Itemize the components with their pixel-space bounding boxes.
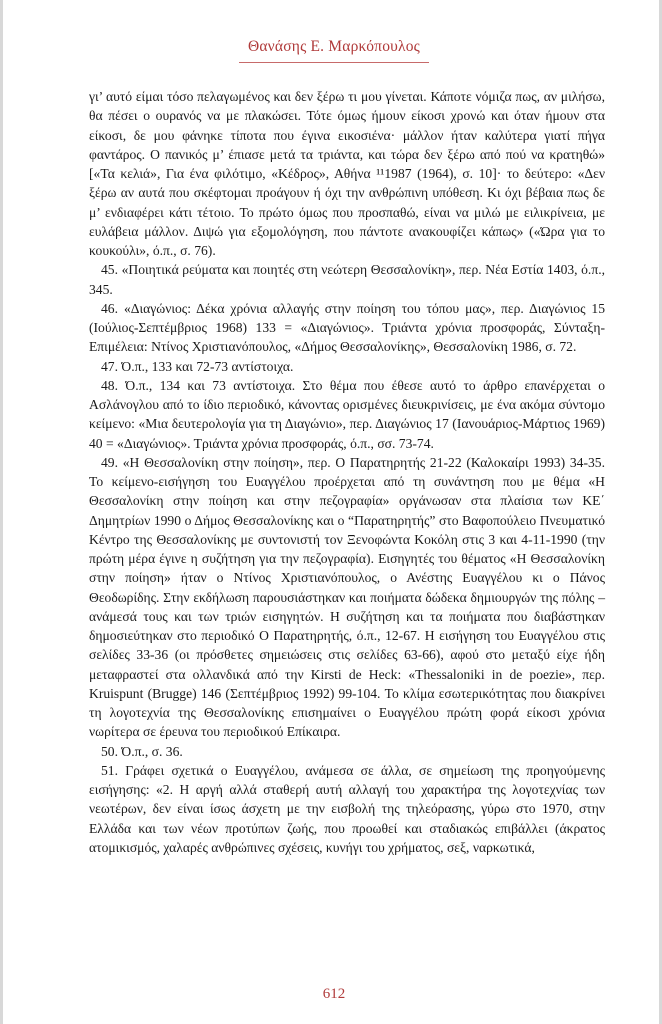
endnote-45: 45. «Ποιητικά ρεύματα και ποιητές στη νεώτερη Θεσσαλονίκη», περ. Νέα Εστία 1403, ό.π., 345. [89,262,605,297]
endnote-49: 49. «Η Θεσσαλονίκη στην ποίηση», περ. Ο Παρατηρητής 21-22 (Καλοκαίρι 1993) 34-35. Το κείμενο-εισήγηση του Ευαγγέλου προέρχεται από τη συνάντηση που με θέμα «Η Θεσσαλονίκη στην ποίηση και στην πεζογραφία» οργάνωσαν στα πλαίσια των ΚΕ΄ Δημητρίων 1990 ο Δήμος Θεσσαλονίκης και ο “Παρατηρητής” στο Βαφοπούλειο Πνευματικό Κέντρο της Θεσσαλονίκης με συντονιστή τον Ξενοφώντα Κοκόλη στις 3 και 4-11-1990 (την πρώτη μέρα έγινε η συζήτηση για την πεζογραφία). Εισηγητές του θέματος «Η Θεσσαλονίκη στην ποίηση» ήταν ο Ντίνος Χριστιανόπουλος, ο Ανέστης Ευαγγέλου κι ο Πάνος Θεοδωρίδης. Στην εκδήλωση παρουσιάστηκαν και ποιήματα δώδεκα δημιουργών της πόλης –ανάμεσά τους και των τριών εισηγητών. Η συζήτηση και τα ποιήματα που διαβάστηκαν δημοσιεύτηκαν στο περιοδικό Ο Παρατηρητής, ό.π., 12-67. Η εισήγηση του Ευαγγέλου στις σελίδες 33-36 (οι πρόσθετες σημειώσεις στις σελίδες 63-66), αφού στο μεταξύ είχε ήδη μεταφραστεί στα ολλανδικά από την Kirsti de Heck: «Thessaloniki in de poezie», περ. Kruispunt (Brugge) 146 (Σεπτέμβριος 1992) 99-104. Το κλίμα εσωτερικότητας που διακρίνει τη λογοτεχνία της Θεσσαλονίκης επισημαίνει ο Ευαγγέλου πρώτη φορά είκοσι χρόνια νωρίτερα σε έρευνα του περιοδικού Επίκαιρα. [89,454,605,740]
endnote-50: 50. Ό.π., σ. 36. [101,743,183,759]
continued-note-text: γι’ αυτό είμαι τόσο πελαγωμένος και δεν ξέρω τι μου γίνεται. Κάποτε νόμιζα πως, αν μιλήσω, θα πέσει ο ουρανός να με πλακώσει. Τότε όμως ήμουν είκοσι χρονώ και όταν ήμουν στα είκοσι, δε μου φάνηκε τίποτα που έγινα εικοσιένα· μάλλον ήταν καλύτερα γιατί πήγα φαντάρος. Ο πανικός μ’ έπιασε μετά τα τριάντα, και τώρα δεν ξέρω από πού να κρατηθώ» [«Τα κελιά», Για ένα φιλότιμο, «Κέδρος», Αθήνα ¹¹1987 (1964), σ. 10]· το δεύτερο: «Δεν ξέρω αν αυτά που σκέφτομαι προάγουν ή όχι την ανθρώπινη υπόθεση. Κι όχι βέβαια πως δε μ’ ενδιαφέρει κάτι τέτοιο. Το πρώτο όμως που προσπαθώ, είναι να μιλώ με ειλικρίνεια, με ευλάβεια μάλλον. Διψώ για εξομολόγηση, που πάντοτε ανακουφίζει κάπως» («Ώρα για το κουκούλι», ό.π., σ. 76). [89,89,605,258]
header-rule [239,62,429,63]
endnotes-body [89,87,605,857]
page-number: 612 [322,986,346,1002]
endnote-47: 47. Ό.π., 133 και 72-73 αντίστοιχα. [101,358,294,374]
running-header: Θανάσης Ε. Μαρκόπουλος [247,38,421,55]
endnote-51: 51. Γράφει σχετικά ο Ευαγγέλου, ανάμεσα σε άλλα, σε σημείωση της προηγούμενης εισήγησης: «2. Η αργή αλλά σταθερή αυτή αλλαγή του χαρακτήρα της λογοτεχνίας των νεωτέρων, δεν είναι ίσως άσχετη με την εισβολή της τηλεόρασης, γύρω στο 1970, στην Ελλάδα και των νέων προτύπων ζωής, που προωθεί και σταδιακώς επιβάλλει (άκρατος ατομικισμός, χαλαρές ανθρώπινες σχέσεις, κυνήγι του χρήματος, σεξ, ναρκωτικά, [89,762,605,855]
endnote-46: 46. «Διαγώνιος: Δέκα χρόνια αλλαγής στην ποίηση του τόπου μας», περ. Διαγώνιος 15 (Ιούλιος-Σεπτέμβριος 1968) 133 = «Διαγώνιος». Τριάντα χρόνια προσφοράς, Σύνταξη-Επιμέλεια: Ντίνος Χριστιανόπουλος, «Δήμος Θεσσαλονίκης», Θεσσαλονίκη 1986, σ. 72. [89,300,605,355]
endnote-48: 48. Ό.π., 134 και 73 αντίστοιχα. Στο θέμα που έθεσε αυτό το άρθρο επανέρχεται ο Ασλάνογλου από το ίδιο περιοδικό, κάνοντας ορισμένες διευκρινίσεις, με ένα ακόμα σύντομο κείμενο: «Μια δευτερολογία για τη Διαγώνιο», περ. Διαγώνιος 17 (Ιανουάριος-Μάρτιος 1969) 40 = «Διαγώνιος». Τριάντα χρόνια προσφοράς, ό.π., σσ. 73-74. [89,377,605,451]
